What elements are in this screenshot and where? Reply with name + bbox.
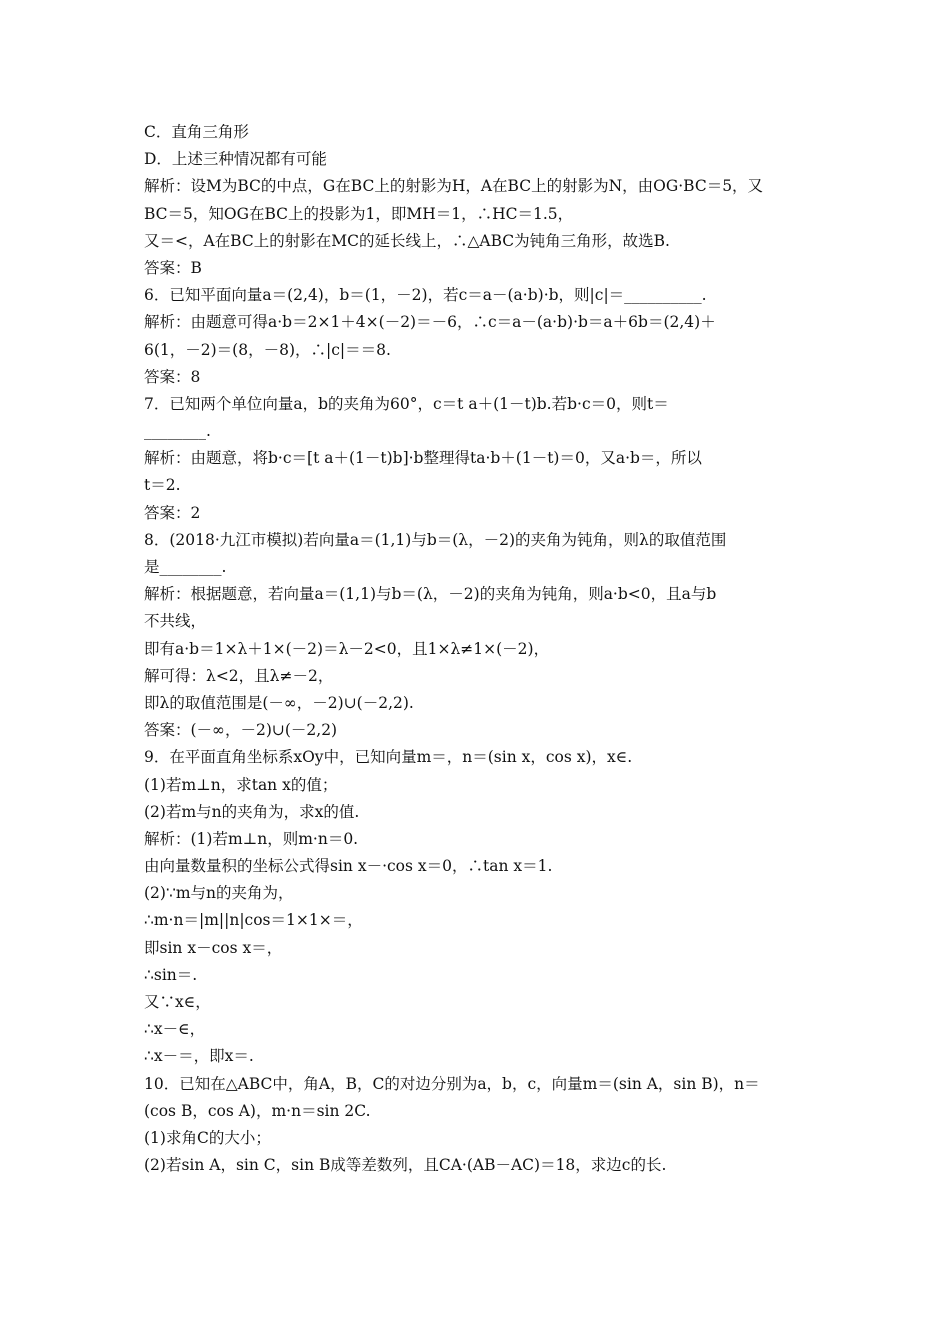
- question-9-part-2: (2)若m与n的夹角为，求x的值.: [144, 802, 360, 821]
- answer-8: 答案：(－∞，－2)∪(－2,2): [144, 721, 338, 740]
- analysis-8-line-2: 不共线，: [144, 612, 207, 631]
- analysis-9-line-8: ∴x－∈，: [144, 1020, 206, 1039]
- analysis-9-line-5: 即sin x－cos x＝，: [144, 938, 283, 957]
- analysis-5-line-3: 又＝<，A在BC上的射影在MC的延长线上，∴△ABC为钝角三角形，故选B.: [144, 231, 670, 250]
- analysis-8-line-1: 解析：根据题意，若向量a＝(1,1)与b＝(λ，－2)的夹角为钝角，则a·b<0，且a与b: [144, 585, 717, 604]
- question-10-part-2: (2)若sin A，sin C，sin B成等差数列，且CA·(AB－AC)＝18，求边c的长.: [144, 1156, 667, 1175]
- question-7-line-2: ________.: [144, 422, 211, 441]
- analysis-9-line-2: 由向量数量积的坐标公式得sin x－·cos x＝0，∴tan x＝1.: [144, 857, 553, 876]
- answer-5: 答案：B: [144, 258, 202, 277]
- option-c: C．直角三角形: [144, 123, 249, 141]
- question-6: 6．已知平面向量a＝(2,4)，b＝(1，－2)，若c＝a－(a·b)·b，则|c|＝__________.: [144, 286, 707, 305]
- analysis-6-line-2: 6(1，－2)＝(8，－8)，∴|c|＝＝8.: [144, 340, 391, 359]
- analysis-9-line-3: (2)∵m与n的夹角为，: [144, 884, 294, 903]
- answer-7: 答案：2: [144, 503, 201, 522]
- question-10-line-1: 10．已知在△ABC中，角A，B，C的对边分别为a，b，c，向量m＝(sin A，sin B)，n＝: [144, 1074, 760, 1093]
- analysis-7-line-2: t＝2.: [144, 476, 181, 495]
- document-body: [144, 119, 812, 1179]
- analysis-9-line-9: ∴x－＝，即x＝.: [144, 1047, 254, 1066]
- analysis-9-line-7: 又∵x∈，: [144, 993, 211, 1011]
- option-d: D．上述三种情况都有可能: [144, 150, 327, 169]
- question-8-line-2: 是________.: [144, 558, 227, 576]
- question-8-line-1: 8．(2018·九江市模拟)若向量a＝(1,1)与b＝(λ，－2)的夹角为钝角，则λ的取值范围: [144, 530, 727, 549]
- analysis-5-line-2: BC＝5，知OG在BC上的投影为1，即MH＝1，∴HC＝1.5，: [144, 204, 574, 223]
- analysis-8-line-5: 即λ的取值范围是(－∞，－2)∪(－2,2).: [144, 693, 414, 712]
- analysis-9-line-4: ∴m·n＝|m||n|cos＝1×1×＝，: [144, 911, 363, 930]
- analysis-8-line-3: 即有a·b＝1×λ＋1×(－2)＝λ－2<0，且1×λ≠1×(－2)，: [144, 639, 550, 658]
- analysis-9-line-6: ∴sin＝.: [144, 965, 198, 984]
- question-9: 9．在平面直角坐标系xOy中，已知向量m＝，n＝(sin x，cos x)，x∈.: [144, 748, 633, 767]
- analysis-7-line-1: 解析：由题意，将b·c＝[t a＋(1－t)b]·b整理得ta·b＋(1－t)＝0，又a·b＝，所以: [144, 449, 702, 468]
- question-10-part-1: (1)求角C的大小；: [144, 1128, 271, 1147]
- analysis-5-line-1: 解析：设M为BC的中点，G在BC上的射影为H，A在BC上的射影为N，由OG·BC＝5，又: [144, 177, 764, 196]
- question-7-line-1: 7．已知两个单位向量a，b的夹角为60°，c＝t a＋(1－t)b.若b·c＝0，则t＝: [144, 394, 669, 413]
- analysis-6-line-1: 解析：由题意可得a·b＝2×1＋4×(－2)＝－6，∴c＝a－(a·b)·b＝a＋6b＝(2,4)＋: [144, 313, 716, 332]
- question-10-line-2: (cos B，cos A)，m·n＝sin 2C.: [144, 1101, 371, 1120]
- question-9-part-1: (1)若m⊥n，求tan x的值；: [144, 775, 338, 794]
- analysis-8-line-4: 解可得：λ<2，且λ≠－2，: [144, 666, 334, 685]
- analysis-9-line-1: 解析：(1)若m⊥n，则m·n＝0.: [144, 829, 359, 848]
- answer-6: 答案：8: [144, 367, 201, 386]
